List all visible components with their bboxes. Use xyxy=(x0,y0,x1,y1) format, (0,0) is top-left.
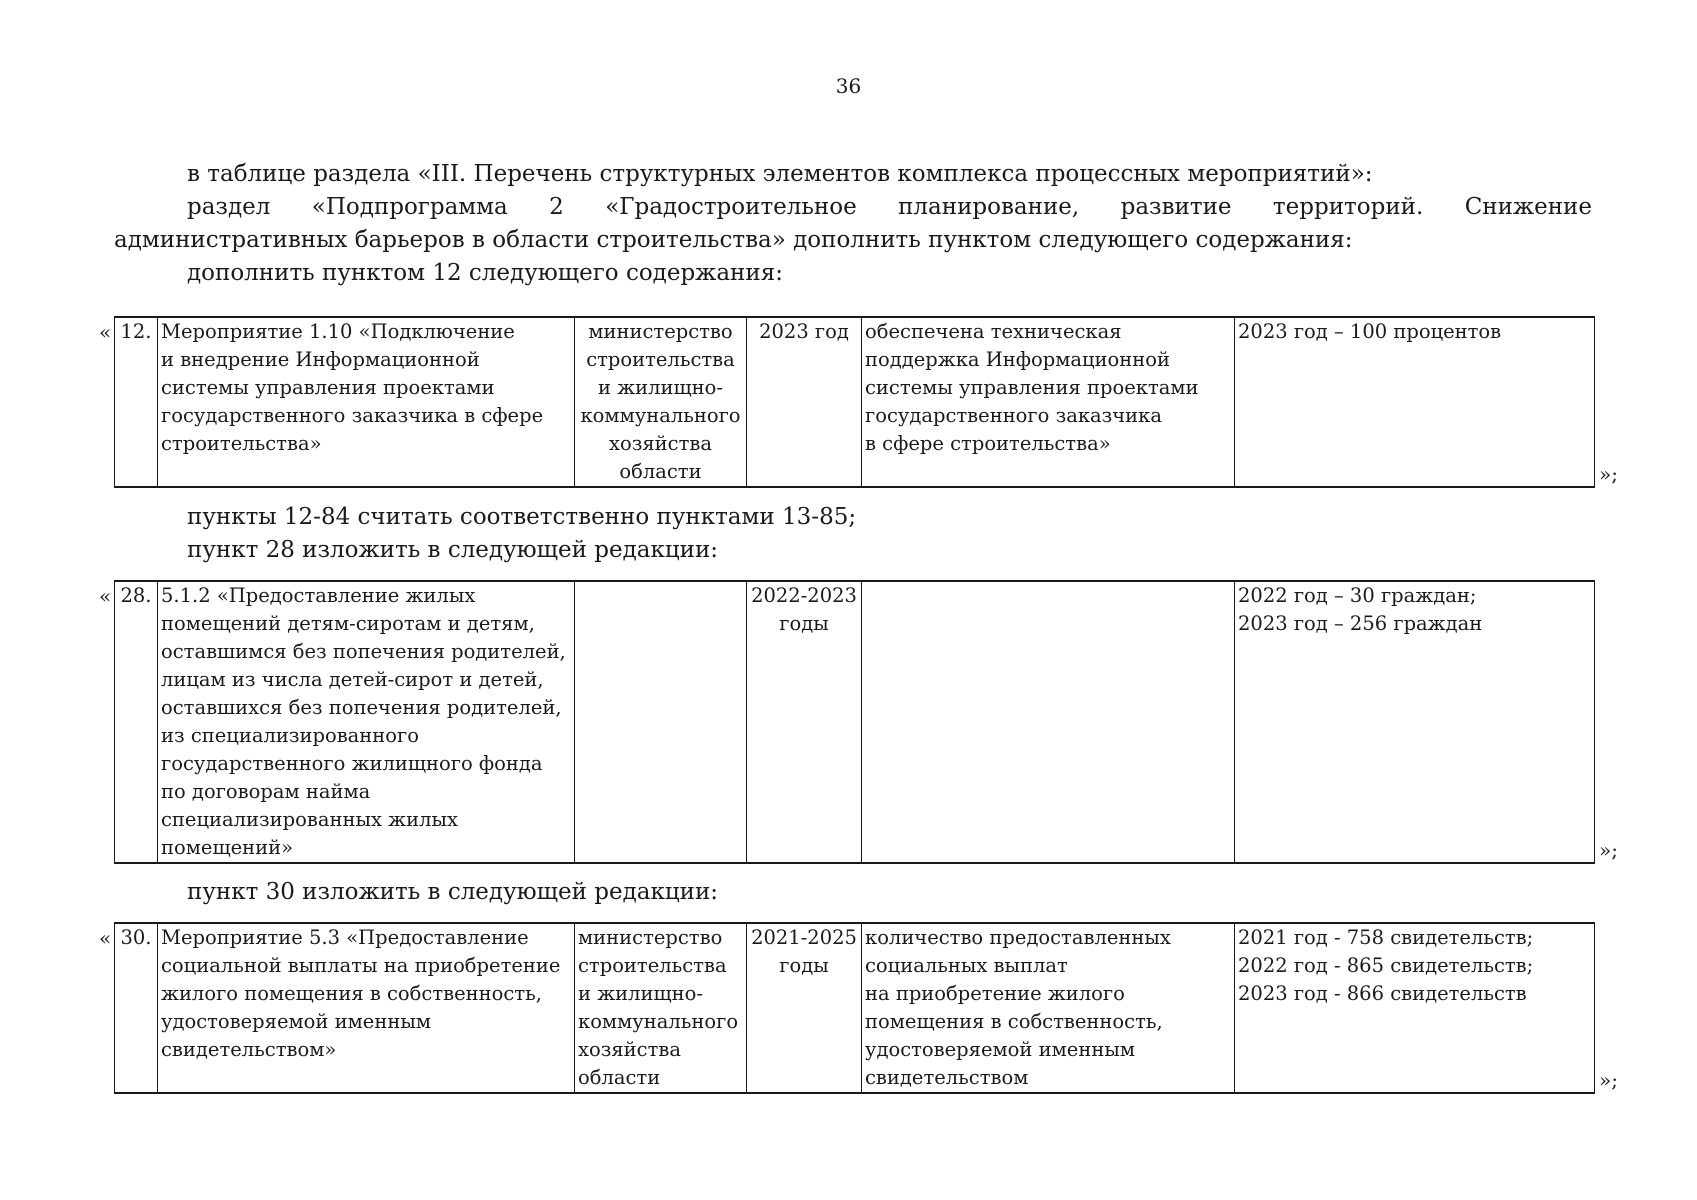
closing-quote: »; xyxy=(1599,838,1618,862)
renumber-paragraph: пункты 12-84 считать соответственно пунктами 13-85; xyxy=(187,504,857,530)
table-item-30 xyxy=(114,922,1595,1094)
closing-quote: »; xyxy=(1599,1068,1618,1092)
activity-name-cell: 5.1.2 «Предоставление жилых помещений детям-сиротам и детям, оставшимся без попечения родителей, лицам из числа детей-сирот и детей, оставшихся без попечения родителей, из специализированного государственного жилищного фонда по договорам найма специализированных жилых помещений» xyxy=(158,581,575,863)
intro-paragraph-3: дополнить пунктом 12 следующего содержания: xyxy=(187,260,783,286)
item-28-paragraph: пункт 28 изложить в следующей редакции: xyxy=(187,537,719,563)
opening-quote: « xyxy=(99,584,112,608)
period-cell: 2021-2025 годы xyxy=(747,923,862,1093)
item-number-cell: 30. xyxy=(115,923,158,1093)
period-cell: 2022-2023 годы xyxy=(747,581,862,863)
result-cell xyxy=(862,581,1235,863)
responsible-cell: министерство строительства и жилищно- коммунального хозяйства области xyxy=(575,317,747,487)
indicator-cell: 2023 год – 100 процентов xyxy=(1235,317,1595,487)
responsible-cell: министерство строительства и жилищно- коммунального хозяйства области xyxy=(575,923,747,1093)
item-30-paragraph: пункт 30 изложить в следующей редакции: xyxy=(187,879,719,905)
item-number-cell: 12. xyxy=(115,317,158,487)
page-number: 36 xyxy=(835,74,862,98)
activity-name-cell: Мероприятие 1.10 «Подключение и внедрение Информационной системы управления проектами государственного заказчика в сфере строительства» xyxy=(158,317,575,487)
table-item-12 xyxy=(114,316,1595,488)
intro-paragraph-1: в таблице раздела «III. Перечень структурных элементов комплекса процессных мероприятий»: xyxy=(187,161,1373,187)
table-item-28 xyxy=(114,580,1595,864)
table-row xyxy=(115,317,1595,487)
amendment-table-item-12 xyxy=(99,316,1618,488)
closing-quote: »; xyxy=(1599,462,1618,486)
result-cell: количество предоставленных социальных выплат на приобретение жилого помещения в собственность, удостоверяемой именным свидетельством xyxy=(862,923,1235,1093)
table-row xyxy=(115,581,1595,863)
responsible-cell xyxy=(575,581,747,863)
indicator-cell: 2022 год – 30 граждан; 2023 год – 256 граждан xyxy=(1235,581,1595,863)
amendment-table-item-28 xyxy=(99,580,1618,864)
opening-quote: « xyxy=(99,926,112,950)
table-row xyxy=(115,923,1595,1093)
opening-quote: « xyxy=(99,320,112,344)
item-number-cell: 28. xyxy=(115,581,158,863)
intro-paragraph-2: раздел «Подпрограмма 2 «Градостроительное планирование, развитие территорий. Снижение административных барьеров в области строительства» дополнить пунктом следующего содержания: xyxy=(114,194,1592,253)
activity-name-cell: Мероприятие 5.3 «Предоставление социальной выплаты на приобретение жилого помещения в собственность, удостоверяемой именным свидетельством» xyxy=(158,923,575,1093)
indicator-cell: 2021 год - 758 свидетельств; 2022 год - 865 свидетельств; 2023 год - 866 свидетельств xyxy=(1235,923,1595,1093)
period-cell: 2023 год xyxy=(747,317,862,487)
amendment-table-item-30 xyxy=(99,922,1618,1094)
result-cell: обеспечена техническая поддержка Информационной системы управления проектами государственного заказчика в сфере строительства» xyxy=(862,317,1235,487)
